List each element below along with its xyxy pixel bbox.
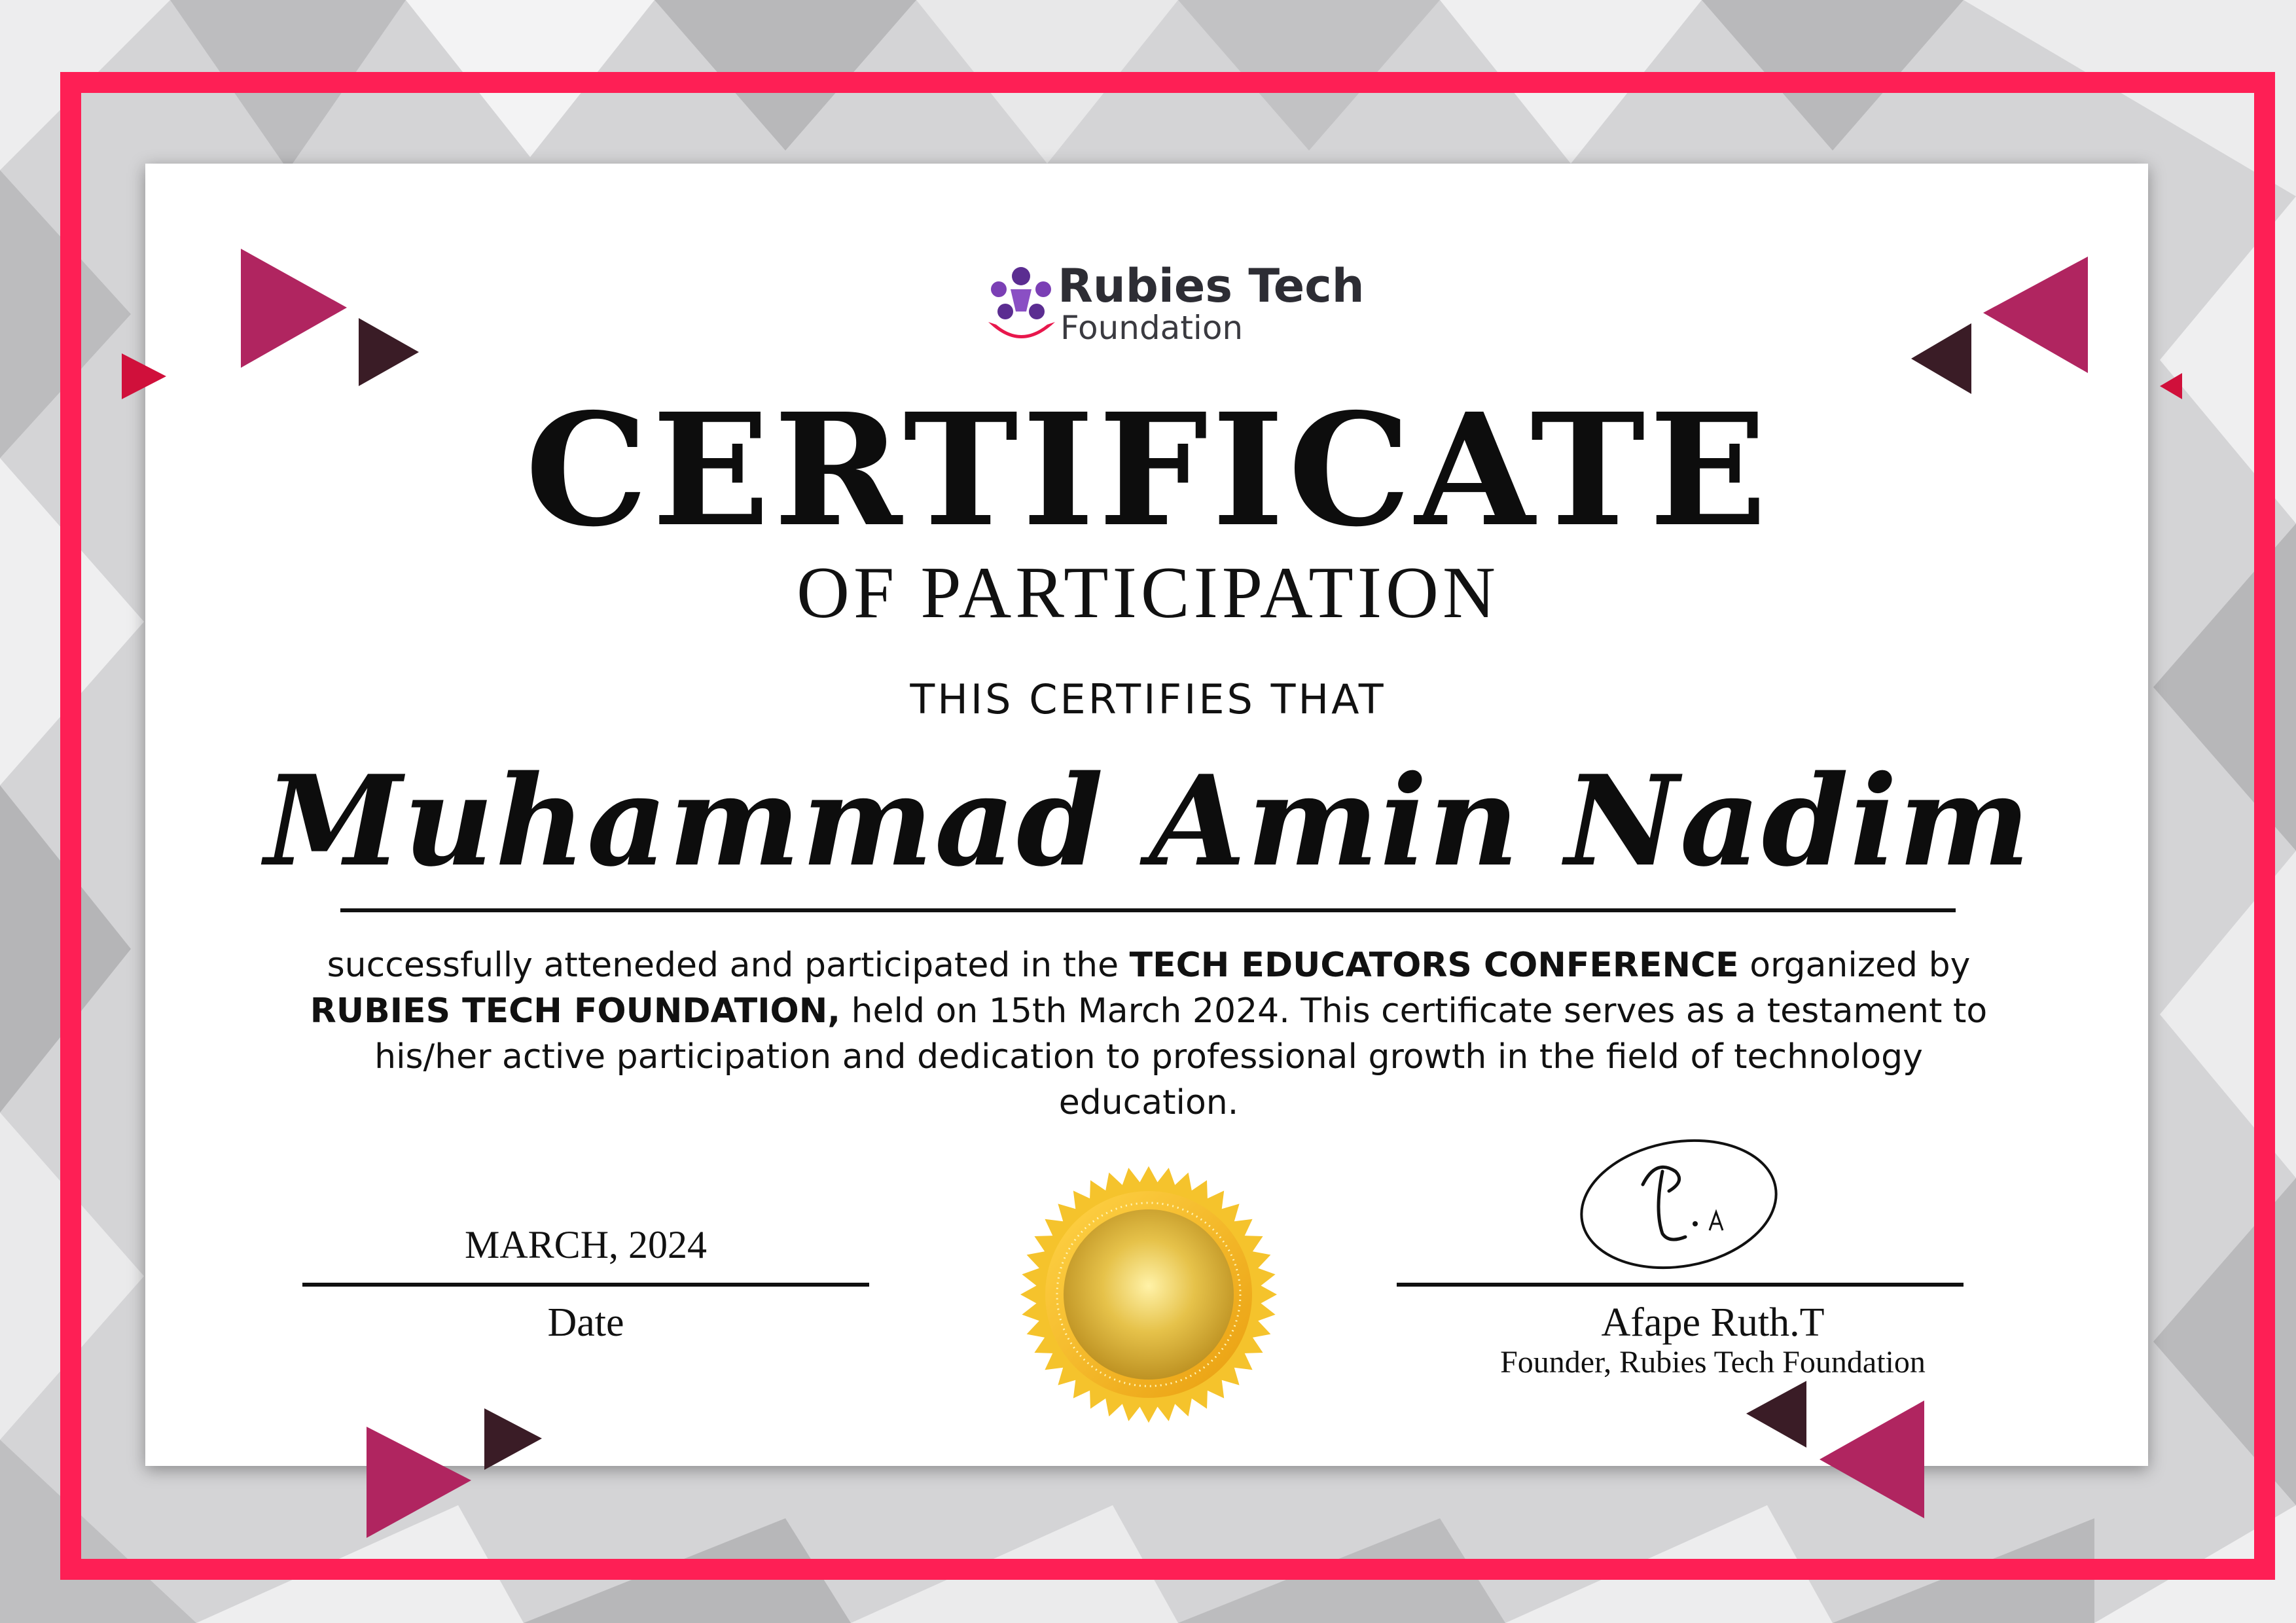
date-line bbox=[302, 1283, 869, 1287]
certifies-text: THIS CERTIFIES THAT bbox=[910, 675, 1386, 723]
signer-name: Afape Ruth.T bbox=[1601, 1300, 1825, 1345]
gold-seal-icon bbox=[1018, 1164, 1280, 1425]
certificate-subtitle: OF PARTICIPATION bbox=[797, 552, 1499, 633]
organization-name: Rubies Tech bbox=[1058, 259, 1365, 313]
signature-line bbox=[1397, 1283, 1964, 1287]
organization-logo bbox=[979, 257, 1365, 348]
body-part-2: organized by bbox=[1738, 946, 1971, 985]
event-name: TECH EDUCATORS CONFERENCE bbox=[1129, 946, 1739, 985]
recipient-underline bbox=[340, 908, 1956, 912]
rubies-tech-logo-icon bbox=[979, 257, 1064, 348]
certificate-title: CERTIFICATE bbox=[525, 379, 1771, 561]
recipient-name: Muhammad Amin Nadim bbox=[264, 748, 2032, 894]
date-label: Date bbox=[547, 1300, 624, 1345]
certificate-body bbox=[281, 942, 2016, 1126]
body-part-3: held on 15th March 2024. This certificate serves as a testament to his/her active participation and dedication to professional growth in the field of technology education. bbox=[374, 991, 1988, 1122]
organizer-name: RUBIES TECH FOUNDATION, bbox=[310, 991, 841, 1031]
signer-title: Founder, Rubies Tech Foundation bbox=[1500, 1345, 1926, 1380]
date-value: MARCH, 2024 bbox=[464, 1223, 708, 1266]
organization-subname: Foundation bbox=[1060, 309, 1244, 347]
signature-mark bbox=[1571, 1126, 1787, 1276]
body-part-1: successfully atteneded and participated in the bbox=[327, 946, 1130, 985]
